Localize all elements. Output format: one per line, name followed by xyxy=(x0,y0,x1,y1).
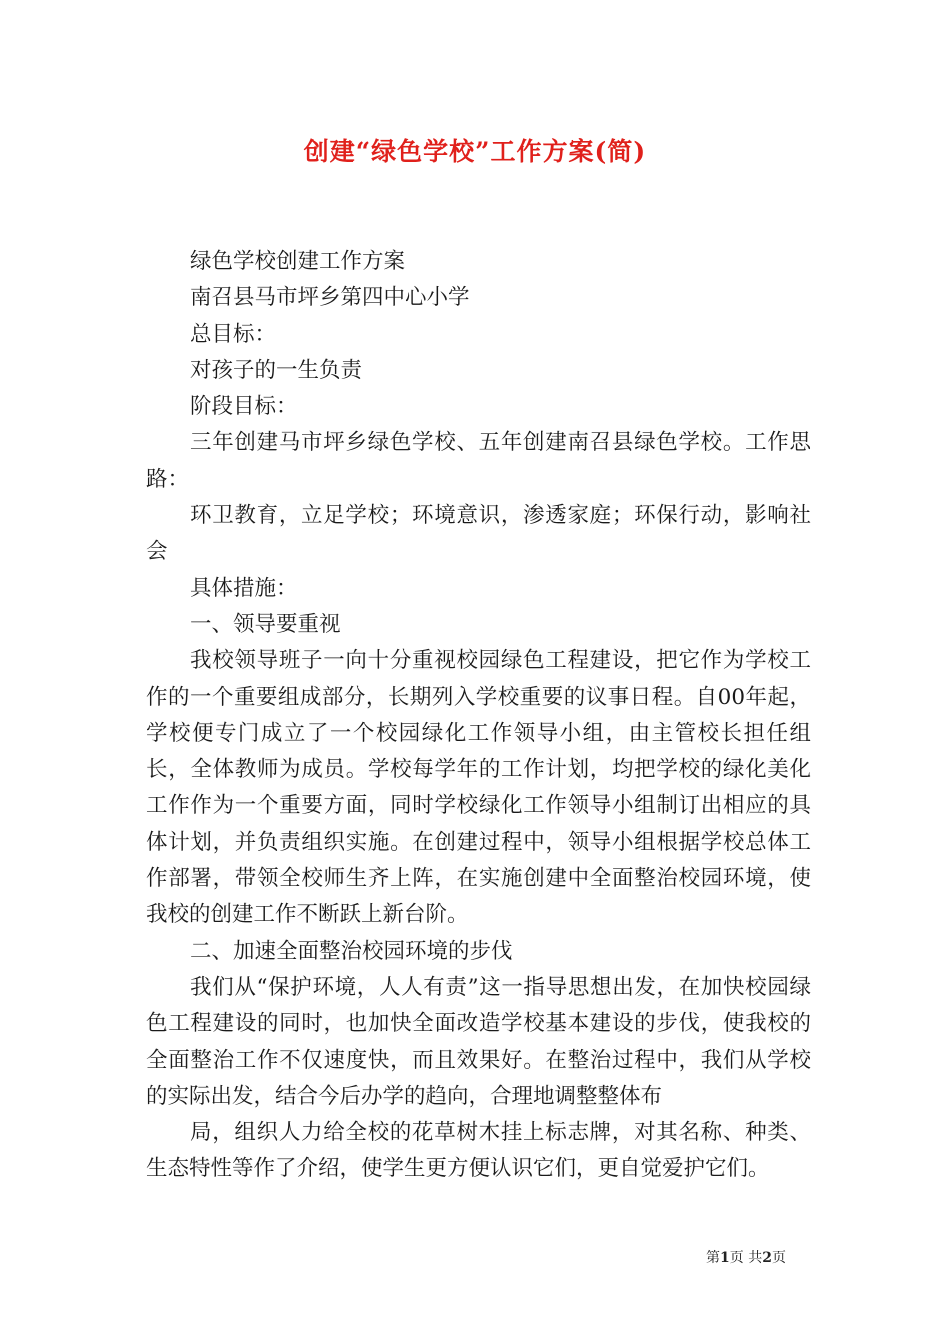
paragraph: 阶段目标： xyxy=(190,394,298,420)
paragraph: 环卫教育，立足学校；环境意识，渗透家庭；环保行动，影响社会 xyxy=(146,503,811,565)
paragraph: 南召县马市坪乡第四中心小学 xyxy=(190,285,470,311)
total-page-number: 2 xyxy=(762,1250,772,1266)
footer-prefix: 第 xyxy=(706,1250,720,1266)
current-page-number: 1 xyxy=(720,1250,730,1266)
paragraph: 一、领导要重视 xyxy=(190,611,341,637)
footer-mid: 页 共 xyxy=(729,1250,763,1266)
paragraph: 局，组织人力给全校的花草树木挂上标志牌，对其名称、种类、生态特性等作了介绍，使学生更方便认识它们，更自觉爱护它们。 xyxy=(146,1120,811,1182)
paragraph: 我校领导班子一向十分重视校园绿色工程建设，把它作为学校工作的一个重要组成部分，长期列入学校重要的议事日程。自00年起，学校便专门成立了一个校园绿化工作领导小组，由主管校长担任组长，全体教师为成员。学校每学年的工作计划，均把学校的绿化美化工作作为一个重要方面，同时学校绿化工作领导小组制订出相应的具体计划，并负责组织实施。在创建过程中，领导小组根据学校总体工作部署，带领全校师生齐上阵，在实施创建中全面整治校园环境，使我校的创建工作不断跃上新台阶。 xyxy=(146,648,811,928)
document-body xyxy=(146,244,811,1188)
paragraph: 具体措施： xyxy=(190,575,298,601)
paragraph: 三年创建马市坪乡绿色学校、五年创建南召县绿色学校。工作思路： xyxy=(146,430,811,492)
paragraph: 我们从“保护环境，人人有责”这一指导思想出发，在加快校园绿色工程建设的同时，也加快全面改造学校基本建设的步伐，使我校的全面整治工作不仅速度快，而且效果好。在整治过程中，我们从学校的实际出发，结合今后办学的趋向，合理地调整整体布 xyxy=(146,974,811,1109)
paragraph: 二、加速全面整治校园环境的步伐 xyxy=(190,938,513,964)
page-footer xyxy=(706,1247,786,1267)
footer-suffix: 页 xyxy=(771,1250,786,1266)
document-title: 创建“绿色学校”工作方案(简) xyxy=(303,137,647,166)
paragraph: 总目标： xyxy=(190,321,277,347)
paragraph: 对孩子的一生负责 xyxy=(190,357,363,383)
paragraph: 绿色学校创建工作方案 xyxy=(190,249,406,274)
